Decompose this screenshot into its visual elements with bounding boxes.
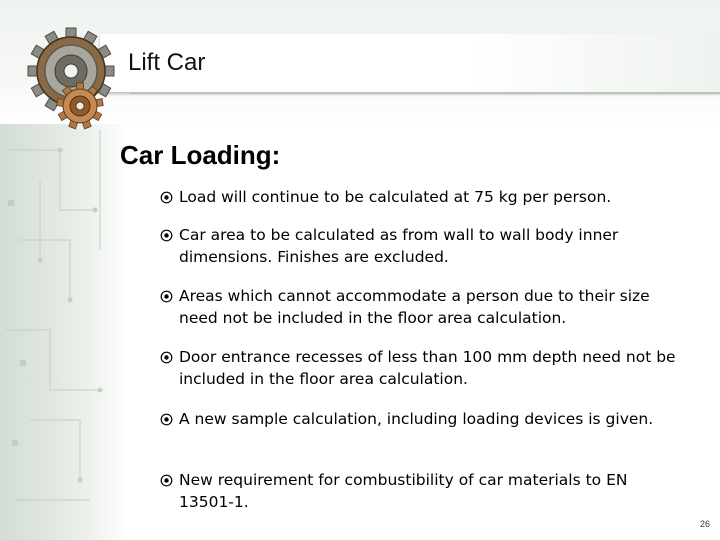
list-item — [159, 408, 679, 430]
circled-dot-bullet-icon — [160, 474, 173, 487]
list-item — [159, 186, 679, 208]
bullet-text: Load will continue to be calculated at 75 kg per person. — [179, 188, 612, 206]
circled-dot-bullet-icon — [160, 191, 173, 204]
list-item — [159, 285, 679, 329]
bullet-text: Door entrance recesses of less than 100 mm depth need not be included in the floor area calculation. — [179, 348, 676, 388]
circled-dot-bullet-icon — [160, 290, 173, 303]
list-item — [159, 346, 679, 390]
page-number: 26 — [700, 519, 711, 529]
section-heading: Car Loading: — [120, 140, 281, 170]
bullet-text: A new sample calculation, including loading devices is given. — [179, 410, 654, 428]
slide-title: Lift Car — [128, 49, 206, 76]
bullet-text: Areas which cannot accommodate a person due to their size need not be included in the floor area calculation. — [179, 287, 650, 327]
circled-dot-bullet-icon — [160, 413, 173, 426]
small-gear-icon — [56, 82, 104, 130]
list-item — [159, 224, 679, 268]
bullet-text: Car area to be calculated as from wall to wall body inner dimensions. Finishes are excluded. — [179, 226, 619, 266]
title-bar-underline — [130, 92, 720, 94]
circled-dot-bullet-icon — [160, 229, 173, 242]
circled-dot-bullet-icon — [160, 351, 173, 364]
list-item — [159, 469, 679, 513]
bullet-text: New requirement for combustibility of car materials to EN 13501-1. — [179, 471, 628, 511]
